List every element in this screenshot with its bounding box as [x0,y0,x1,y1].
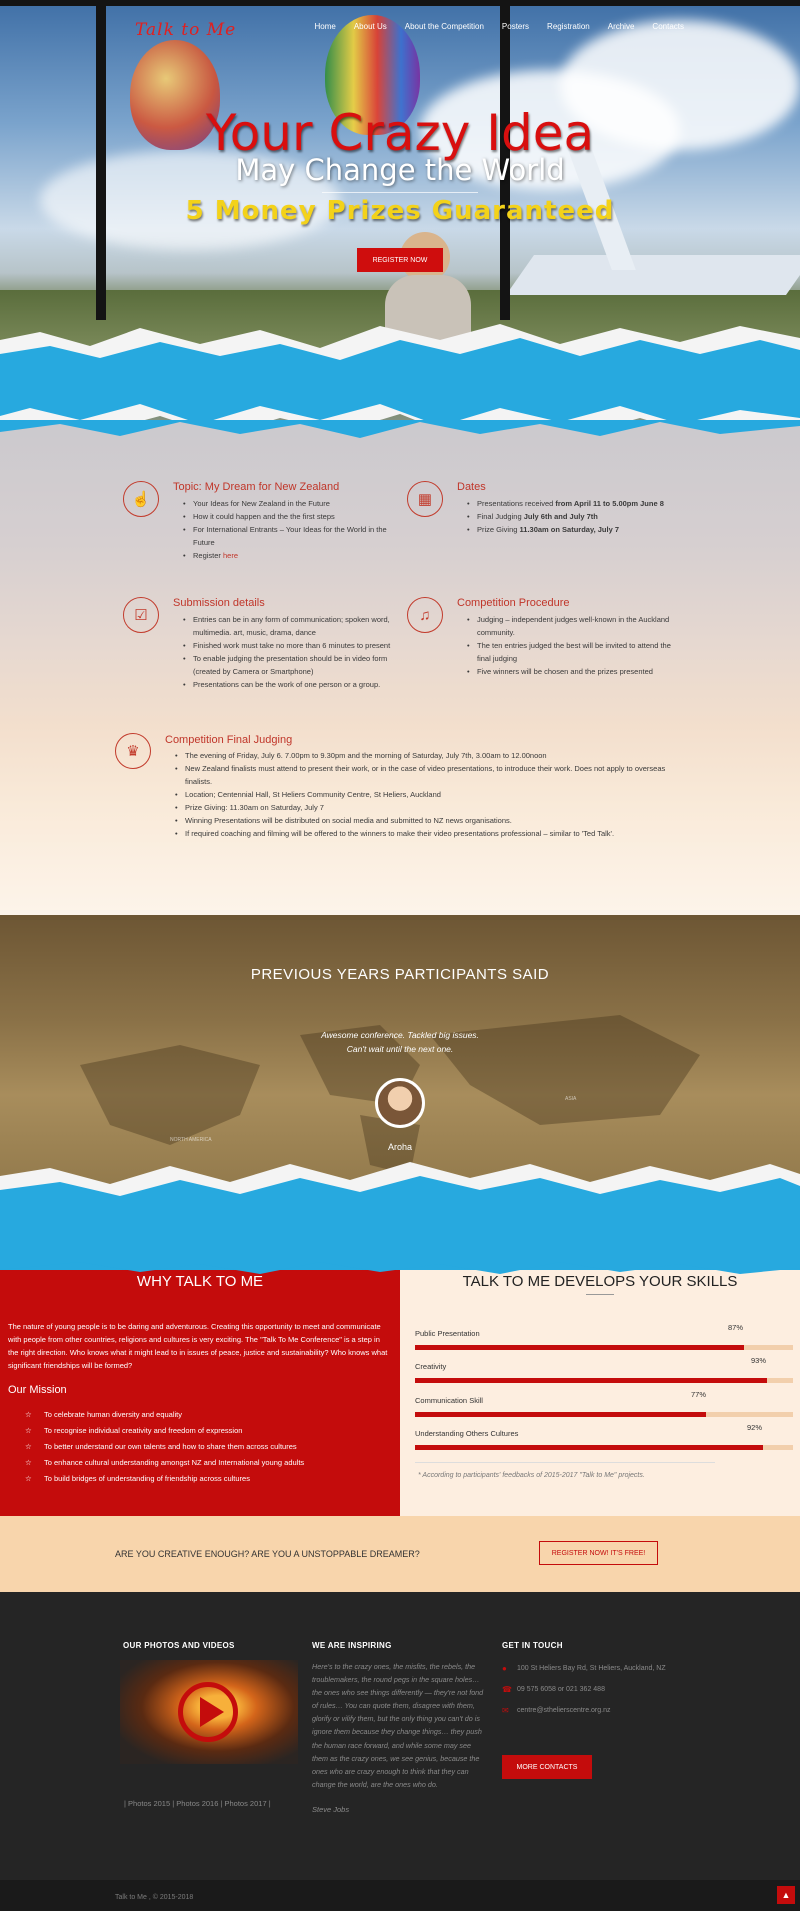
skill-label: Communication Skill [415,1396,483,1405]
nav-contacts[interactable]: Contacts [652,22,684,31]
procedure-list [467,613,682,678]
inspiring-title: WE ARE INSPIRING [312,1641,392,1650]
mission-title: Our Mission [8,1384,67,1396]
inspiring-quote: Here's to the crazy ones, the misfits, the rebels, the troublemakers, the round pegs in the square holes… the ones who see things differently — they're not fond of rules… You can quote them, disagree with them, glorify or vilify them, but the only thing you can't do is ignore them because they change things… they push the human race forward, and while some may see them as the crazy ones, we see genius, because the ones who are crazy enough to think that they can change the world, are the ones who do. [312,1662,484,1789]
list-item: • Your Ideas for New Zealand in the Future [183,497,398,510]
main-nav [315,22,685,31]
testimonials-title: PREVIOUS YEARS PARTICIPANTS SAID [250,966,550,983]
skills-footnote: * According to participants' feedbacks of 2015-2017 "Talk to Me" projects. [418,1472,645,1479]
topic-title: Topic: My Dream for New Zealand [173,481,340,493]
list-item: • Presentations can be the work of one person or a group. [183,678,398,691]
title-divider [586,1294,614,1295]
photos-title: OUR PHOTOS AND VIDEOS [123,1641,235,1650]
dates-title: Dates [457,481,486,493]
list-item: • Presentations received from April 11 to 5.00pm June 8 [467,497,697,510]
submission-title: Submission details [173,597,265,609]
topic-list [183,497,398,562]
list-item: • Register here [183,549,398,562]
nav-registration[interactable]: Registration [547,22,590,31]
back-to-top-button[interactable]: ▲ [777,1886,795,1904]
nav-about-competition[interactable]: About the Competition [404,22,484,31]
dates-list [467,497,697,536]
skill-percent: 77% [691,1390,707,1399]
skill-fill [415,1412,706,1417]
cta-text: ARE YOU CREATIVE ENOUGH? ARE YOU A UNSTOPPABLE DREAMER? [115,1549,420,1559]
skills-title: TALK TO ME DEVELOPS YOUR SKILLS [462,1273,738,1290]
hero-subtitle: May Change the World [235,153,565,187]
skill-row [415,1423,793,1450]
list-item: • How it could happen and the the first steps [183,510,398,523]
list-item: ☆ To recognise individual creativity and freedom of expression [0,1423,400,1439]
list-item: • Finished work must take no more than 6 minutes to present [183,639,398,652]
skill-fill [415,1445,763,1450]
torn-paper-edge [0,420,800,460]
skill-percent: 93% [751,1356,767,1365]
skill-track [415,1412,793,1417]
skill-fill [415,1345,744,1350]
list-item: ☆ To celebrate human diversity and equality [0,1407,400,1423]
site-logo[interactable]: Talk to Me [135,20,237,40]
play-triangle-icon [200,1697,224,1727]
quote-author: Steve Jobs [312,1805,350,1814]
nav-about-us[interactable]: About Us [353,22,387,31]
skill-row [415,1323,793,1350]
divider [415,1462,715,1463]
avatar [375,1078,425,1128]
skill-row [415,1390,793,1417]
list-item: ☆ To better understand our own talents and how to share them across cultures [0,1439,400,1455]
map-label: ASIA [565,1096,577,1102]
list-item: • Winning Presentations will be distributed on social media and submitted to NZ news organisations. [175,814,680,827]
testimonial-quote: Awesome conference. Tackled big issues. Can't wait until the next one. [321,1030,479,1054]
photos-links[interactable]: | Photos 2015 | Photos 2016 | Photos 2017 | [124,1799,271,1808]
window-frame [0,0,800,6]
envelope-icon: ✉ [502,1706,509,1715]
final-judging-list [175,749,680,840]
skill-row [415,1356,793,1383]
bell-icon: ♫ [407,597,443,633]
register-free-button[interactable]: REGISTER NOW! IT'S FREE! [539,1541,658,1565]
list-item: • For International Entrants – Your Ideas for the World in the Future [183,523,398,549]
hand-pointer-icon: ☝ [123,481,159,517]
testimonial-author: Aroha [387,1142,413,1152]
calendar-check-icon: ▦ [407,481,443,517]
trophy-icon: ♛ [115,733,151,769]
list-item: • Prize Giving 11.30am on Saturday, July 7 [467,523,697,536]
more-contacts-button[interactable]: MORE CONTACTS [502,1755,592,1779]
skill-track [415,1345,793,1350]
nav-posters[interactable]: Posters [501,22,530,31]
hero-divider [322,192,478,193]
list-item: • Judging – independent judges well-known in the Auckland community. [467,613,682,639]
list-item: • The evening of Friday, July 6. 7.00pm to 9.30pm and the morning of Saturday, July 7th, 3.00am to 12.00noon [175,749,680,762]
list-item: • The ten entries judged the best will be invited to attend the final judging [467,639,682,665]
skill-percent: 87% [728,1323,744,1332]
skill-percent: 92% [747,1423,763,1432]
contact-email: ✉ centre@sthelierscentre.org.nz [502,1706,611,1715]
nav-home[interactable]: Home [314,22,336,31]
checkbox-icon: ☑ [123,597,159,633]
why-paragraph: The nature of young people is to be daring and adventurous. Creating this opportunity to meet and communicate with people from other countries, religions and cultures is very exciting. The "Talk To Me Conference" is a step in the right direction. Who knows what it might lead to in issues of peace, justice and sustainability? Who knows what significant friendships will be formed? [8,1322,388,1370]
list-item: ☆ To enhance cultural understanding amongst NZ and International young adults [0,1455,400,1471]
map-label: NORTH AMERICA [170,1137,212,1143]
list-item: ☆ To build bridges of understanding of friendship across cultures [0,1471,400,1487]
contact-address: ● 100 St Heliers Bay Rd, St Heliers, Auckland, NZ [502,1664,666,1673]
register-here-link[interactable]: here [223,551,239,560]
list-item: • New Zealand finalists must attend to present their work, or in the case of video presentations, to introduce their work. Does not apply to overseas finalists. [175,762,680,788]
copyright: Talk to Me , © 2015-2018 [115,1894,194,1901]
skill-track [415,1445,793,1450]
hero-title: Your Crazy Idea [205,104,595,162]
hero-prize-line: 5 Money Prizes Guaranteed [185,196,615,226]
map-pin-icon: ● [502,1664,507,1673]
list-item: • If required coaching and filming will be offered to the winners to make their video presentations professional – similar to 'Ted Talk'. [175,827,680,840]
airplane-wing [506,255,800,295]
list-item: • Prize Giving: 11.30am on Saturday, July 7 [175,801,680,814]
list-item: • To enable judging the presentation should be in video form (created by Camera or Smartphone) [183,652,398,678]
submission-list [183,613,398,691]
list-item: • Final Judging July 6th and July 7th [467,510,697,523]
final-judging-title: Competition Final Judging [165,734,293,746]
skill-label: Public Presentation [415,1329,480,1338]
nav-archive[interactable]: Archive [607,22,635,31]
contact-title: GET IN TOUCH [502,1641,563,1650]
why-title: WHY TALK TO ME [136,1273,264,1290]
skill-label: Understanding Others Cultures [415,1429,519,1438]
phone-icon: ☎ [502,1685,512,1694]
list-item: • Location; Centennial Hall, St Heliers Community Centre, St Heliers, Auckland [175,788,680,801]
skill-fill [415,1378,767,1383]
contact-phone: ☎ 09 575 6058 or 021 362 488 [502,1685,605,1694]
list-item: • Entries can be in any form of communication; spoken word, multimedia. art, music, drama, dance [183,613,398,639]
register-now-button[interactable]: REGISTER NOW [357,248,443,272]
skill-track [415,1378,793,1383]
skill-label: Creativity [415,1362,447,1371]
procedure-title: Competition Procedure [457,597,570,609]
mission-list [0,1407,400,1487]
list-item: • Five winners will be chosen and the prizes presented [467,665,682,678]
